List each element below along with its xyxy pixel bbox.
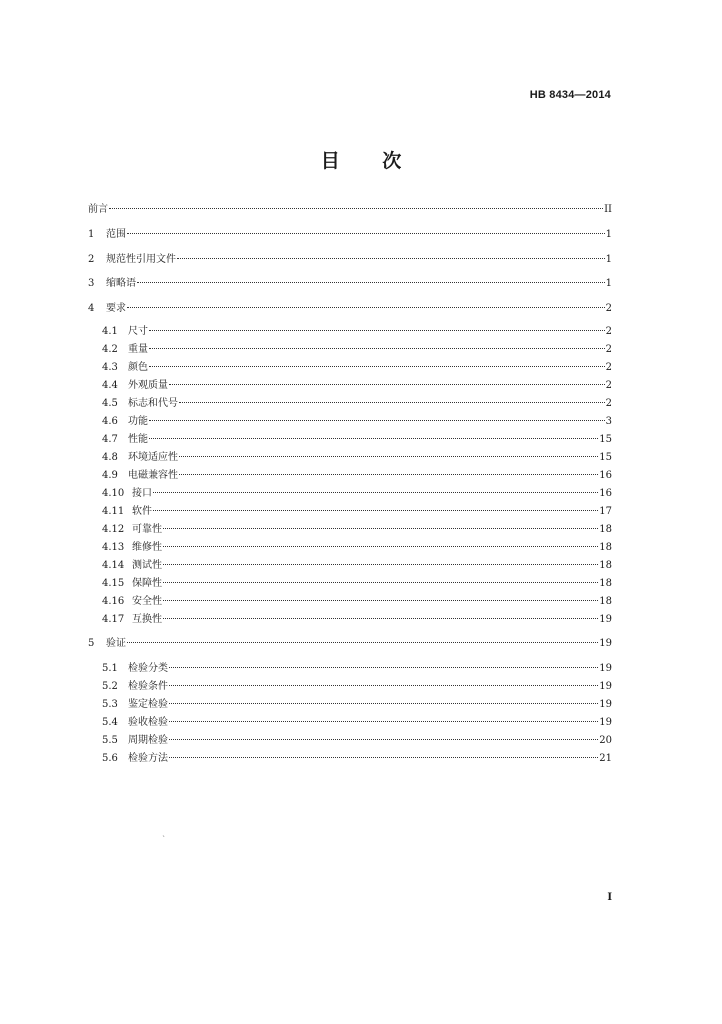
toc-entry-number: 3 (88, 278, 95, 289)
toc-entry-number: 4.5 (102, 398, 118, 409)
dot-leader (149, 420, 605, 421)
toc-entry-page: 21 (599, 753, 612, 764)
toc-entry-title: 性能 (128, 434, 148, 445)
toc-entry-page: 1 (605, 254, 612, 265)
toc-entry-5-2[interactable] (102, 679, 612, 695)
toc-entry-number: 1 (88, 229, 95, 240)
toc-entry-page: 2 (605, 303, 612, 314)
toc-entry-page: 1 (605, 229, 612, 240)
toc-entry-5-5[interactable] (102, 733, 612, 749)
toc-entry-page: 19 (599, 663, 612, 674)
toc-entry-4-13[interactable] (102, 540, 612, 556)
toc-entry-title: 检验方法 (128, 753, 168, 764)
toc-entry-title: 规范性引用文件 (106, 254, 176, 265)
dot-leader (153, 510, 598, 511)
dot-leader (163, 528, 598, 529)
toc-entry-number: 4.6 (102, 416, 118, 427)
page-number: I (607, 892, 612, 903)
toc-entry-4-7[interactable] (102, 432, 612, 448)
dot-leader (163, 600, 598, 601)
toc-entry-page: 15 (599, 434, 612, 445)
toc-entry-title: 鉴定检验 (128, 699, 168, 710)
toc-entry-title: 维修性 (132, 542, 162, 553)
toc-entry-title: 颜色 (128, 362, 148, 373)
toc-entry-title: 标志和代号 (128, 398, 178, 409)
toc-entry-4-10[interactable] (102, 486, 612, 502)
dot-leader (149, 438, 598, 439)
toc-entry-title: 功能 (128, 416, 148, 427)
toc-entry-page: 18 (599, 524, 612, 535)
toc-entry-page: 19 (599, 699, 612, 710)
toc-entry-page: 15 (599, 452, 612, 463)
toc-entry-page: 19 (599, 717, 612, 728)
toc-entry-5[interactable] (88, 636, 612, 652)
toc-entry-page: 1 (605, 278, 612, 289)
toc-entry-page: 20 (599, 735, 612, 746)
dot-leader (179, 474, 598, 475)
toc-entry-4-8[interactable] (102, 450, 612, 466)
toc-entry-number: 4.12 (102, 524, 125, 535)
dot-leader (163, 546, 598, 547)
toc-entry-title: 范围 (106, 229, 126, 240)
toc-entry-title: 软件 (132, 506, 152, 517)
toc-entry-number: 5.5 (102, 735, 118, 746)
toc-entry-4-9[interactable] (102, 468, 612, 484)
toc-entry-number: 4.17 (102, 614, 125, 625)
dot-leader (149, 348, 605, 349)
toc-entry-4-1[interactable] (102, 324, 612, 340)
toc-entry-page: 19 (599, 681, 612, 692)
dot-leader (153, 492, 598, 493)
toc-entry-page: 18 (599, 542, 612, 553)
toc-entry-foreword[interactable] (88, 202, 612, 218)
toc-entry-4-11[interactable] (102, 504, 612, 520)
toc-entry-page: 18 (599, 596, 612, 607)
toc-entry-title: 安全性 (132, 596, 162, 607)
dot-leader (169, 739, 598, 740)
toc-entry-title: 缩略语 (106, 278, 136, 289)
toc-entry-title: 检验分类 (128, 663, 168, 674)
toc-entry-4-2[interactable] (102, 342, 612, 358)
toc-entry-number: 4.3 (102, 362, 118, 373)
scan-mark: ˋ (162, 835, 166, 844)
toc-entry-title: 测试性 (132, 560, 162, 571)
toc-entry-number: 4.16 (102, 596, 125, 607)
toc-entry-page: 2 (605, 380, 612, 391)
toc-title: 目 次 (320, 150, 402, 172)
toc-entry-title: 电磁兼容性 (128, 470, 178, 481)
dot-leader (179, 456, 598, 457)
toc-entry-3[interactable] (88, 276, 612, 292)
toc-entry-5-3[interactable] (102, 697, 612, 713)
toc-entry-title: 保障性 (132, 578, 162, 589)
toc-entry-number: 4.9 (102, 470, 118, 481)
toc-entry-number: 4.2 (102, 344, 118, 355)
toc-entry-page: 2 (605, 326, 612, 337)
toc-entry-number: 5.1 (102, 663, 118, 674)
toc-entry-1[interactable] (88, 227, 612, 243)
toc-entry-title: 尺寸 (128, 326, 148, 337)
toc-entry-number: 4.4 (102, 380, 118, 391)
toc-entry-number: 2 (88, 254, 95, 265)
dot-leader (137, 282, 605, 283)
toc-entry-number: 4.11 (102, 506, 125, 517)
toc-entry-4-3[interactable] (102, 360, 612, 376)
dot-leader (163, 564, 598, 565)
toc-entry-title: 检验条件 (128, 681, 168, 692)
toc-entry-title: 互换性 (132, 614, 162, 625)
toc-entry-title: 可靠性 (132, 524, 162, 535)
toc-entry-number: 5.6 (102, 753, 118, 764)
toc-entry-number: 4 (88, 303, 95, 314)
toc-entry-4-15[interactable] (102, 576, 612, 592)
dot-leader (109, 208, 603, 209)
toc-entry-4-6[interactable] (102, 414, 612, 430)
toc-entry-number: 5.4 (102, 717, 118, 728)
toc-entry-page: 2 (605, 398, 612, 409)
toc-entry-number: 5.3 (102, 699, 118, 710)
dot-leader (177, 258, 605, 259)
toc-entry-number: 4.15 (102, 578, 125, 589)
toc-entry-page: 2 (605, 362, 612, 373)
dot-leader (127, 642, 598, 643)
dot-leader (169, 384, 605, 385)
toc-entry-5-6[interactable] (102, 751, 612, 767)
dot-leader (163, 618, 598, 619)
toc-entry-page: 19 (599, 614, 612, 625)
dot-leader (179, 402, 605, 403)
standard-number: HB 8434—2014 (529, 89, 611, 101)
toc-entry-number: 4.10 (102, 488, 125, 499)
toc-entry-4-14[interactable] (102, 558, 612, 574)
toc-entry-4-4[interactable] (102, 378, 612, 394)
toc-entry-page: 19 (599, 638, 612, 649)
toc-entry-number: 4.7 (102, 434, 118, 445)
toc-entry-5-4[interactable] (102, 715, 612, 731)
toc-entry-title: 验收检验 (128, 717, 168, 728)
toc-entry-number: 5.2 (102, 681, 118, 692)
toc-entry-number: 4.14 (102, 560, 125, 571)
toc-entry-page: 16 (599, 470, 612, 481)
toc-entry-2[interactable] (88, 252, 612, 268)
toc-entry-4-17[interactable] (102, 612, 612, 628)
toc-entry-number: 5 (88, 638, 95, 649)
toc-entry-title: 验证 (106, 638, 126, 649)
dot-leader (169, 703, 598, 704)
toc-entry-4-16[interactable] (102, 594, 612, 610)
dot-leader (149, 330, 605, 331)
toc-entry-page: 17 (599, 506, 612, 517)
toc-entry-4[interactable] (88, 301, 612, 317)
dot-leader (169, 757, 598, 758)
toc-entry-title: 环境适应性 (128, 452, 178, 463)
toc-entry-title: 外观质量 (128, 380, 168, 391)
dot-leader (149, 366, 605, 367)
dot-leader (127, 233, 605, 234)
toc-entry-number: 4.1 (102, 326, 118, 337)
toc-entry-4-12[interactable] (102, 522, 612, 538)
toc-entry-5-1[interactable] (102, 661, 612, 677)
toc-entry-page: 18 (599, 578, 612, 589)
toc-entry-number: 4.8 (102, 452, 118, 463)
toc-entry-title: 前言 (88, 204, 108, 215)
toc-entry-title: 要求 (106, 303, 126, 314)
dot-leader (163, 582, 598, 583)
toc-entry-title: 重量 (128, 344, 148, 355)
dot-leader (169, 667, 598, 668)
toc-entry-page: 16 (599, 488, 612, 499)
toc-entry-page: 3 (605, 416, 612, 427)
toc-entry-4-5[interactable] (102, 396, 612, 412)
toc-entry-number: 4.13 (102, 542, 125, 553)
toc-entry-title: 周期检验 (128, 735, 168, 746)
toc-entry-page: 2 (605, 344, 612, 355)
toc-entry-page: II (604, 204, 612, 215)
toc-entry-page: 18 (599, 560, 612, 571)
toc-entry-title: 接口 (132, 488, 152, 499)
dot-leader (127, 307, 605, 308)
dot-leader (169, 685, 598, 686)
dot-leader (169, 721, 598, 722)
